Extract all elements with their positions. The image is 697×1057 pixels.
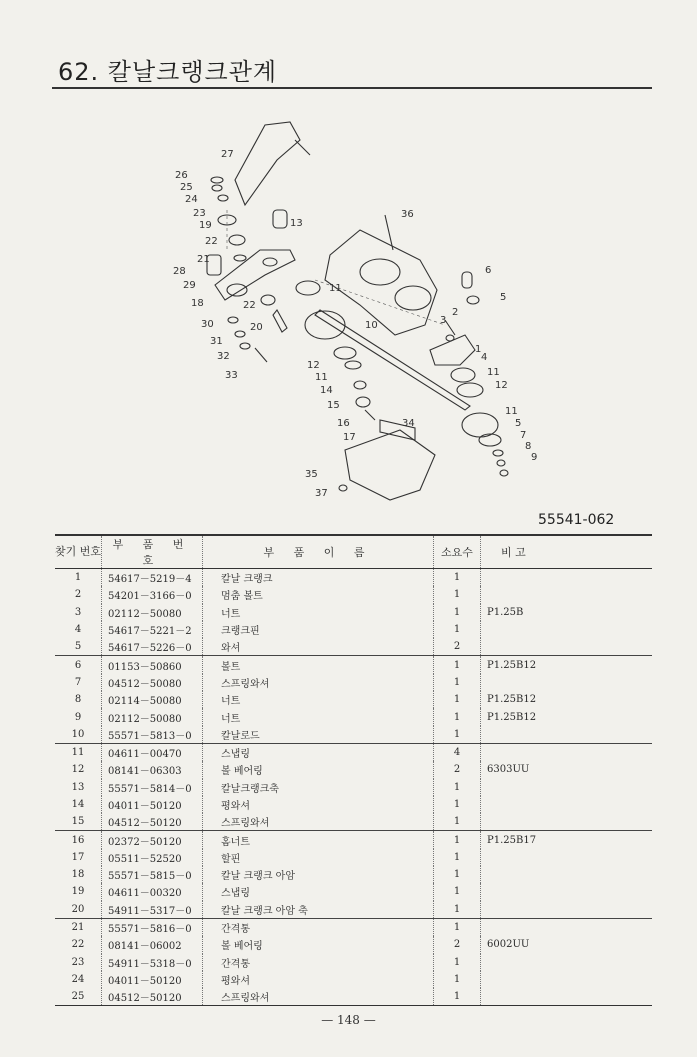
diagram-label-36: 36 bbox=[401, 209, 414, 220]
cell-part-no: 02112－50080 bbox=[102, 604, 203, 621]
cell-name: 스냅링 bbox=[203, 743, 434, 761]
cell-part-no: 05511－52520 bbox=[102, 849, 203, 866]
diagram-label-22a: 22 bbox=[205, 236, 218, 247]
cell-remarks bbox=[481, 743, 653, 761]
cell-qty: 1 bbox=[434, 866, 481, 883]
diagram-label-14: 14 bbox=[320, 385, 333, 396]
cell-name: 간격통 bbox=[203, 954, 434, 971]
cell-remarks: P1.25B12 bbox=[487, 659, 537, 671]
cell-name: 할핀 bbox=[203, 849, 434, 866]
table-row bbox=[55, 621, 652, 638]
cell-no: 18 bbox=[55, 866, 102, 883]
cell-remarks: P1.25B12 bbox=[487, 694, 537, 706]
parts-table bbox=[55, 534, 652, 1006]
cell-remarks bbox=[481, 866, 653, 883]
cell-qty: 1 bbox=[434, 621, 481, 638]
cell-qty: 2 bbox=[434, 638, 481, 656]
cell-name: 홈너트 bbox=[203, 831, 434, 849]
cell-part-no: 55571－5816－0 bbox=[102, 918, 203, 936]
diagram-label-9: 9 bbox=[531, 452, 538, 463]
diagram-label-2: 2 bbox=[452, 307, 459, 318]
cell-part-no: 04611－00320 bbox=[102, 883, 203, 900]
cell-no: 22 bbox=[55, 936, 102, 953]
cell-qty: 1 bbox=[434, 569, 481, 587]
cell-name: 칼날 크랭크 아암 축 bbox=[203, 901, 434, 919]
cell-no: 11 bbox=[55, 743, 102, 761]
page-number: — 148 — bbox=[321, 1013, 376, 1027]
cell-part-no: 08141－06002 bbox=[102, 936, 203, 953]
cell-part-no: 54911－5317－0 bbox=[102, 901, 203, 919]
cell-part-no: 04512－50120 bbox=[102, 813, 203, 831]
cell-part-no: 01153－50860 bbox=[102, 656, 203, 674]
cell-qty: 1 bbox=[434, 674, 481, 691]
cell-remarks bbox=[481, 621, 653, 638]
cell-qty: 1 bbox=[434, 796, 481, 813]
cell-name: 크랭크핀 bbox=[203, 621, 434, 638]
cell-remarks bbox=[481, 638, 653, 656]
cell-no: 3 bbox=[55, 604, 102, 621]
cell-name: 칼날 크랭크 bbox=[203, 569, 434, 587]
cell-no: 12 bbox=[55, 761, 102, 778]
cell-name: 볼트 bbox=[203, 656, 434, 674]
diagram-label-35: 35 bbox=[305, 469, 318, 480]
cell-qty: 1 bbox=[434, 988, 481, 1006]
cell-no: 5 bbox=[55, 638, 102, 656]
table-row bbox=[55, 971, 652, 988]
table-row bbox=[55, 796, 652, 813]
cover-shape bbox=[345, 430, 435, 500]
diagram-label-34: 34 bbox=[402, 418, 415, 429]
cell-part-no: 54617－5226－0 bbox=[102, 638, 203, 656]
table-row bbox=[55, 831, 652, 849]
table-row bbox=[55, 604, 652, 621]
diagram-label-25: 25 bbox=[180, 182, 193, 193]
diagram-label-8: 8 bbox=[525, 441, 532, 452]
cell-part-no: 55571－5814－0 bbox=[102, 779, 203, 796]
header-no: 찾기 번호 bbox=[55, 535, 102, 569]
cell-remarks bbox=[481, 988, 653, 1006]
cell-qty: 2 bbox=[434, 936, 481, 953]
cell-no: 9 bbox=[55, 708, 102, 725]
cell-part-no: 55571－5815－0 bbox=[102, 866, 203, 883]
header-part-no: 부 품 번 호 bbox=[102, 535, 203, 569]
rod-shape bbox=[315, 310, 470, 410]
cell-part-no: 54617－5219－4 bbox=[102, 569, 203, 587]
table-row bbox=[55, 813, 652, 831]
diagram-label-17: 17 bbox=[343, 432, 356, 443]
cell-qty: 4 bbox=[434, 743, 481, 761]
diagram-label-5a: 5 bbox=[500, 292, 507, 303]
cell-name: 칼날 크랭크 아암 bbox=[203, 866, 434, 883]
diagram-label-33: 33 bbox=[225, 370, 238, 381]
diagram-label-7: 7 bbox=[520, 430, 527, 441]
cell-no: 10 bbox=[55, 726, 102, 744]
table-row bbox=[55, 708, 652, 725]
diagram-label-31: 31 bbox=[210, 336, 223, 347]
table-row bbox=[55, 849, 652, 866]
cell-qty: 1 bbox=[434, 586, 481, 603]
diagram-label-15: 15 bbox=[327, 400, 340, 411]
cell-remarks bbox=[481, 726, 653, 744]
cell-remarks bbox=[481, 813, 653, 831]
cell-part-no: 04611－00470 bbox=[102, 743, 203, 761]
diagram-label-11a: 11 bbox=[329, 283, 342, 294]
housing-shape bbox=[325, 230, 437, 335]
cell-part-no: 54617－5221－2 bbox=[102, 621, 203, 638]
diagram-label-27: 27 bbox=[221, 149, 234, 160]
cell-remarks bbox=[481, 971, 653, 988]
table-header-row bbox=[55, 535, 652, 569]
parts-table-body bbox=[55, 569, 652, 1006]
diagram-label-26: 26 bbox=[175, 170, 188, 181]
table-row bbox=[55, 761, 652, 778]
cell-no: 15 bbox=[55, 813, 102, 831]
cell-part-no: 54911－5318－0 bbox=[102, 954, 203, 971]
cell-part-no: 54201－3166－0 bbox=[102, 586, 203, 603]
cell-remarks: P1.25B12 bbox=[487, 711, 537, 723]
cell-name: 칼날로드 bbox=[203, 726, 434, 744]
diagram-label-19: 19 bbox=[199, 220, 212, 231]
diagram-label-4: 4 bbox=[481, 352, 488, 363]
table-row bbox=[55, 586, 652, 603]
diagram-label-11c: 11 bbox=[315, 372, 328, 383]
table-row bbox=[55, 656, 652, 674]
cell-remarks bbox=[481, 569, 653, 587]
cell-part-no: 04011－50120 bbox=[102, 971, 203, 988]
cell-qty: 1 bbox=[434, 779, 481, 796]
cell-name: 간격통 bbox=[203, 918, 434, 936]
cell-name: 칼날크랭크축 bbox=[203, 779, 434, 796]
diagram-label-18: 18 bbox=[191, 298, 204, 309]
cell-name: 스프링와셔 bbox=[203, 674, 434, 691]
diagram-label-13: 13 bbox=[290, 218, 303, 229]
cell-no: 8 bbox=[55, 691, 102, 708]
cell-no: 21 bbox=[55, 918, 102, 936]
cell-remarks bbox=[481, 674, 653, 691]
figure-code: 55541-062 bbox=[538, 512, 615, 528]
table-row bbox=[55, 866, 652, 883]
table-row bbox=[55, 674, 652, 691]
cell-remarks: P1.25B17 bbox=[487, 834, 537, 846]
cell-name: 너트 bbox=[203, 604, 434, 621]
cell-qty: 1 bbox=[434, 726, 481, 744]
cell-name: 평와셔 bbox=[203, 971, 434, 988]
cell-no: 23 bbox=[55, 954, 102, 971]
cell-no: 25 bbox=[55, 988, 102, 1006]
table-row bbox=[55, 569, 652, 587]
cell-part-no: 02112－50080 bbox=[102, 708, 203, 725]
diagram-label-1: 1 bbox=[475, 344, 482, 355]
table-row bbox=[55, 936, 652, 953]
cell-qty: 1 bbox=[434, 954, 481, 971]
cell-qty: 1 bbox=[434, 604, 481, 621]
table-row bbox=[55, 918, 652, 936]
cell-remarks bbox=[481, 918, 653, 936]
diagram-label-10: 10 bbox=[365, 320, 378, 331]
cell-no: 2 bbox=[55, 586, 102, 603]
cell-name: 스프링와셔 bbox=[203, 988, 434, 1006]
table-row bbox=[55, 691, 652, 708]
cell-part-no: 04512－50120 bbox=[102, 988, 203, 1006]
cell-part-no: 02372－50120 bbox=[102, 831, 203, 849]
cell-remarks bbox=[481, 954, 653, 971]
cell-no: 4 bbox=[55, 621, 102, 638]
diagram-label-32: 32 bbox=[217, 351, 230, 362]
diagram-label-23: 23 bbox=[193, 208, 206, 219]
cell-qty: 1 bbox=[434, 831, 481, 849]
diagram-label-11d: 11 bbox=[505, 406, 518, 417]
header-qty: 소요수 bbox=[434, 535, 481, 569]
cell-name: 평와셔 bbox=[203, 796, 434, 813]
cell-name: 볼 베어링 bbox=[203, 936, 434, 953]
cell-remarks bbox=[481, 901, 653, 919]
diagram-label-29: 29 bbox=[183, 280, 196, 291]
cell-qty: 1 bbox=[434, 918, 481, 936]
table-row bbox=[55, 954, 652, 971]
cell-no: 24 bbox=[55, 971, 102, 988]
diagram-label-11b: 11 bbox=[487, 367, 500, 378]
cell-qty: 1 bbox=[434, 691, 481, 708]
cell-part-no: 55571－5813－0 bbox=[102, 726, 203, 744]
diagram-label-3: 3 bbox=[440, 315, 447, 326]
cell-part-no: 02114－50080 bbox=[102, 691, 203, 708]
crank-arm-shape bbox=[215, 250, 295, 300]
cell-part-no: 04512－50080 bbox=[102, 674, 203, 691]
cell-remarks: P1.25B bbox=[487, 606, 524, 618]
diagram-label-16: 16 bbox=[337, 418, 350, 429]
diagram-label-22b: 22 bbox=[243, 300, 256, 311]
diagram-label-20: 20 bbox=[250, 322, 263, 333]
table-row bbox=[55, 726, 652, 744]
header-remarks: 비 고 bbox=[481, 535, 653, 569]
cell-remarks bbox=[481, 779, 653, 796]
cell-part-no: 08141－06303 bbox=[102, 761, 203, 778]
cell-remarks bbox=[481, 883, 653, 900]
cell-qty: 1 bbox=[434, 849, 481, 866]
header-name: 부 품 이 름 bbox=[203, 535, 434, 569]
diagram-label-21: 21 bbox=[197, 254, 210, 265]
table-row bbox=[55, 988, 652, 1006]
cell-no: 13 bbox=[55, 779, 102, 796]
cell-remarks bbox=[481, 849, 653, 866]
title-divider bbox=[52, 87, 652, 89]
cell-remarks bbox=[481, 586, 653, 603]
table-row bbox=[55, 883, 652, 900]
diagram-label-30: 30 bbox=[201, 319, 214, 330]
cell-qty: 1 bbox=[434, 656, 481, 674]
exploded-parts-diagram bbox=[165, 110, 585, 510]
diagram-label-12b: 12 bbox=[495, 380, 508, 391]
cell-remarks: 6303UU bbox=[487, 764, 530, 776]
cell-name: 너트 bbox=[203, 708, 434, 725]
cell-part-no: 04011－50120 bbox=[102, 796, 203, 813]
diagram-label-5b: 5 bbox=[515, 418, 522, 429]
cell-no: 7 bbox=[55, 674, 102, 691]
diagram-label-24: 24 bbox=[185, 194, 198, 205]
cell-no: 17 bbox=[55, 849, 102, 866]
upper-arm-shape bbox=[235, 122, 300, 205]
cell-qty: 1 bbox=[434, 708, 481, 725]
page-title: 62. 칼날크랭크관계 bbox=[58, 58, 278, 86]
cell-name: 스프링와셔 bbox=[203, 813, 434, 831]
table-row bbox=[55, 901, 652, 919]
table-row bbox=[55, 638, 652, 656]
table-row bbox=[55, 779, 652, 796]
cell-name: 스냅링 bbox=[203, 883, 434, 900]
cell-name: 볼 베어링 bbox=[203, 761, 434, 778]
cell-qty: 1 bbox=[434, 883, 481, 900]
cell-no: 6 bbox=[55, 656, 102, 674]
cell-qty: 1 bbox=[434, 813, 481, 831]
diagram-label-28: 28 bbox=[173, 266, 186, 277]
cell-qty: 1 bbox=[434, 971, 481, 988]
cell-no: 14 bbox=[55, 796, 102, 813]
cell-qty: 2 bbox=[434, 761, 481, 778]
cell-no: 19 bbox=[55, 883, 102, 900]
cell-no: 1 bbox=[55, 569, 102, 587]
cell-name: 너트 bbox=[203, 691, 434, 708]
cell-remarks bbox=[481, 796, 653, 813]
cell-no: 20 bbox=[55, 901, 102, 919]
table-row bbox=[55, 743, 652, 761]
cell-name: 멈춤 볼트 bbox=[203, 586, 434, 603]
diagram-label-37: 37 bbox=[315, 488, 328, 499]
diagram-label-6: 6 bbox=[485, 265, 492, 276]
diagram-label-12a: 12 bbox=[307, 360, 320, 371]
cell-no: 16 bbox=[55, 831, 102, 849]
cell-remarks: 6002UU bbox=[487, 939, 530, 951]
cell-name: 와셔 bbox=[203, 638, 434, 656]
cell-qty: 1 bbox=[434, 901, 481, 919]
